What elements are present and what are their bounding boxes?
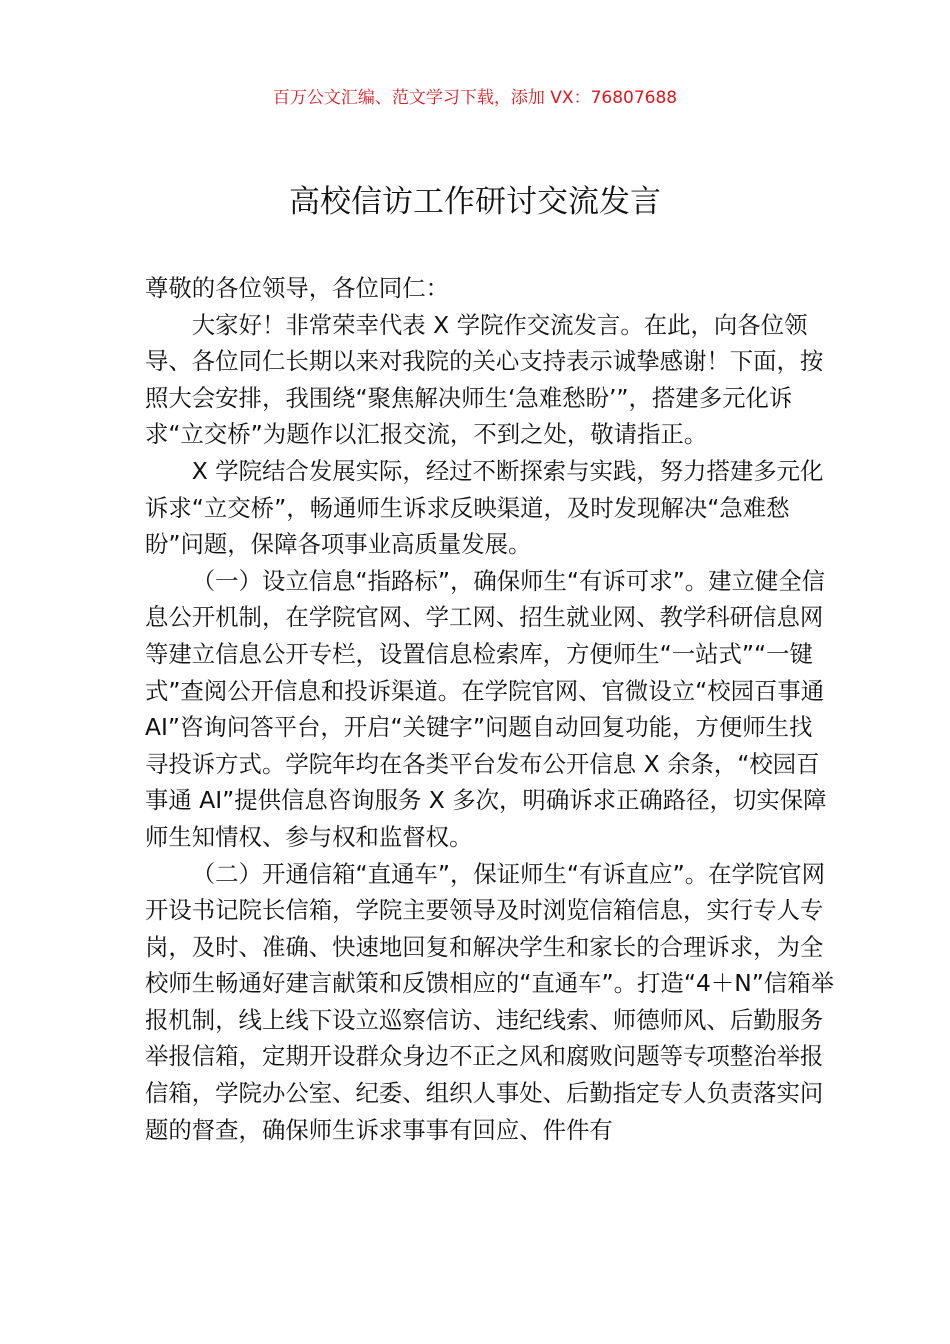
- paragraph-section-2: （二）开通信箱“直通车”，保证师生“有诉直应”。在学院官网开设书记院长信箱，学院主要领导及时浏览信箱信息，实行专人专岗，及时、准确、快速地回复和解决学生和家长的合理诉求，为全校师生畅通好建言献策和反馈相应的“直通车”。打造“4＋N”信箱举报机制，线上线下设立巡察信访、违纪线索、师德师风、后勤服务举报信箱，定期开设群众身边不正之风和腐败问题等专项整治举报信箱，学院办公室、纪委、组织人事处、后勤指定专人负责落实问题的督查，确保师生诉求事事有回应、件件有: [145, 859, 835, 1144]
- paragraph-overview: X 学院结合发展实际，经过不断探索与实践，努力搭建多元化诉求“立交桥”，畅通师生诉求反映渠道，及时发现解决“急难愁盼”问题，保障各项事业高质量发展。: [145, 456, 824, 559]
- paragraph-opening: 大家好！非常荣幸代表 X 学院作交流发言。在此，向各位领导、各位同仁长期以来对我院的关心支持表示诚挚感谢！下面，按照大会安排，我围绕“聚焦解决师生‘急难愁盼’”，搭建多元化诉求“立交桥”为题作以汇报交流，不到之处，敬请指正。: [145, 310, 824, 449]
- paragraph-section-1: （一）设立信息“指路标”，确保师生“有诉可求”。建立健全信息公开机制，在学院官网、学工网、招生就业网、教学科研信息网等建立信息公开专栏，设置信息检索库，方便师生“一站式”“一键式”查阅公开信息和投诉渠道。在学院官网、官微设立“校园百事通 AI”咨询问答平台，开启“关键字”问题自动回复功能，方便师生找寻投诉方式。学院年均在各类平台发布公开信息 X 余条，“校园百事通 AI”提供信息咨询服务 X 多次，明确诉求正确路径，切实保障师生知情权、参与权和监督权。: [145, 566, 827, 851]
- document-body: [145, 270, 835, 1148]
- salutation: 尊敬的各位领导，各位同仁：: [145, 274, 450, 302]
- document-title: 高校信访工作研讨交流发言: [289, 184, 661, 220]
- watermark-banner: 百万公文汇编、范文学习下载，添加 VX：76807688: [272, 88, 678, 108]
